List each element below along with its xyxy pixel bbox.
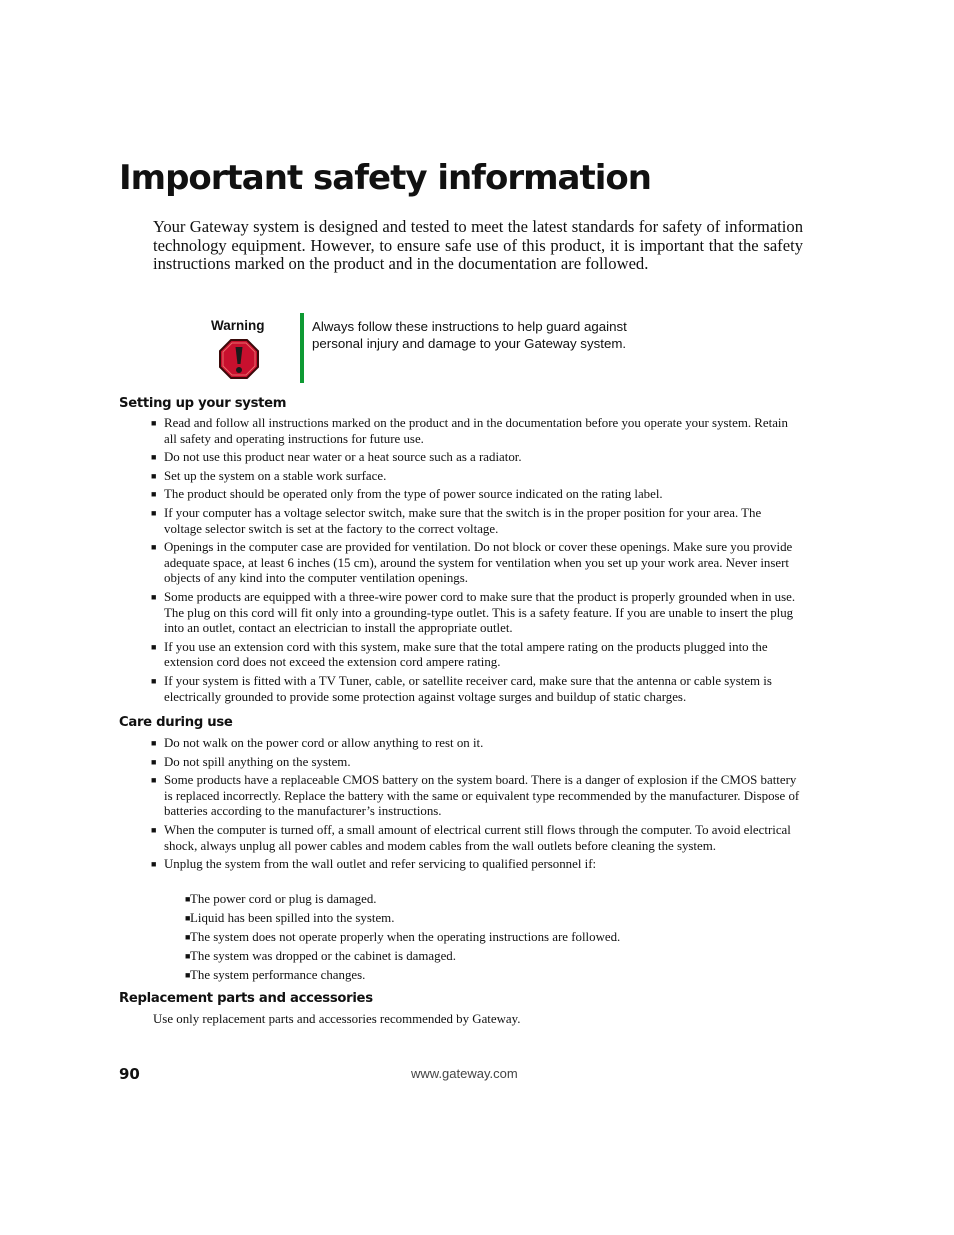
list-item: ■ Do not spill anything on the system.	[151, 754, 351, 769]
bullet: ■	[151, 824, 157, 835]
list-item: ■ Some products have a replaceable CMOS battery on the system board. There is a danger of explosion if the CMOS battery is replaced incorrectly. Replace the battery with the same or equivalent type recommended by the manufacturer. Dispose of batteries according to the manufacturer’s instructions.	[151, 773, 800, 819]
warning-divider-bar	[300, 313, 304, 383]
bullet: ■	[151, 775, 157, 786]
page-title: Important safety information	[119, 158, 651, 198]
list-item: ■ The product should be operated only from the type of power source indicated on the rating label.	[151, 487, 663, 502]
list-item: ■ Openings in the computer case are provided for ventilation. Do not block or cover these openings. Make sure you provide adequate space, at least 6 inches (15 cm), around the system for ventilation when you set up your work area. Never insert objects of any kind into the computer ventilation openings.	[151, 540, 793, 586]
bullet: ■	[185, 931, 191, 942]
list-item: ■ Do not use this product near water or a heat source such as a radiator.	[151, 450, 522, 465]
page-number: 90	[119, 1065, 140, 1083]
list-item: ■ Set up the system on a stable work surface.	[151, 468, 387, 483]
list-item: ■ If your system is fitted with a TV Tuner, cable, or satellite receiver card, make sure that the antenna or cable system is electrically grounded to provide some protection against voltage surges and buildup of static charges.	[151, 673, 772, 704]
bullet: ■	[151, 507, 157, 518]
sub-list-item: ■ Liquid has been spilled into the system.	[185, 910, 395, 925]
list-item: ■ If your computer has a voltage selector switch, make sure that the switch is in the proper position for your area. The voltage selector switch is set at the factory to the correct voltage.	[151, 505, 762, 536]
list-item: ■ Do not walk on the power cord or allow anything to rest on it.	[151, 736, 484, 750]
bullet: ■	[151, 470, 157, 481]
intro-paragraph: Your Gateway system is designed and tested to meet the latest standards for safety of information technology equipment. However, to ensure safe use of this product, it is important that the safety instructions marked on the product and in the documentation are followed.	[153, 217, 803, 274]
bullet: ■	[151, 418, 157, 428]
section-heading-care: Care during use	[119, 715, 233, 730]
bullet: ■	[151, 738, 157, 748]
setup-list	[151, 416, 800, 708]
bullet: ■	[151, 542, 157, 553]
sub-list-item: ■ The power cord or plug is damaged.	[185, 892, 377, 906]
bullet: ■	[151, 452, 157, 463]
bullet: ■	[151, 489, 157, 500]
bullet: ■	[151, 756, 157, 767]
footer-url: www.gateway.com	[411, 1066, 518, 1081]
list-item: ■ If you use an extension cord with this system, make sure that the total ampere rating on the products plugged into the extension cord does not exceed the extension cord ampere rating.	[151, 639, 768, 670]
list-item: ■ When the computer is turned off, a small amount of electrical current still flows through the computer. To avoid electrical shock, always unplug all power cables and modem cables from the wall outlets before cleaning the system.	[151, 822, 791, 853]
care-list	[151, 736, 800, 876]
list-item: ■ Some products are equipped with a three-wire power cord to make sure that the product is properly grounded when in use. The plug on this cord will fit only into a grounding-type outlet. This is a safety feature. If you are unable to insert the plug into an outlet, contact an electrician to install the appropriate outlet.	[151, 589, 796, 636]
list-item: ■ Unplug the system from the wall outlet and refer servicing to qualified personnel if:	[151, 857, 597, 872]
stop-sign-exclamation-icon	[219, 339, 259, 379]
bullet: ■	[151, 859, 157, 870]
bullet: ■	[151, 675, 157, 686]
bullet: ■	[151, 591, 157, 602]
bullet: ■	[185, 950, 191, 961]
list-item: ■ Read and follow all instructions marked on the product and in the documentation before you operate your system. Retain all safety and operating instructions for future use.	[151, 416, 788, 446]
bullet: ■	[185, 894, 191, 904]
section-heading-setup: Setting up your system	[119, 396, 287, 411]
sub-list-item: ■ The system was dropped or the cabinet is damaged.	[185, 948, 456, 963]
care-sublist	[185, 892, 750, 986]
replacement-text: Use only replacement parts and accessories recommended by Gateway.	[153, 1012, 521, 1026]
bullet: ■	[185, 969, 191, 980]
sub-list-item: ■ The system does not operate properly when the operating instructions are followed.	[185, 929, 621, 944]
section-heading-replacement: Replacement parts and accessories	[119, 991, 373, 1006]
bullet: ■	[151, 641, 157, 652]
warning-label: Warning	[211, 318, 265, 333]
bullet: ■	[185, 912, 191, 923]
warning-text: Always follow these instructions to help guard against personal injury and damage to your Gateway system.	[312, 319, 627, 351]
sub-list-item: ■ The system performance changes.	[185, 967, 366, 982]
